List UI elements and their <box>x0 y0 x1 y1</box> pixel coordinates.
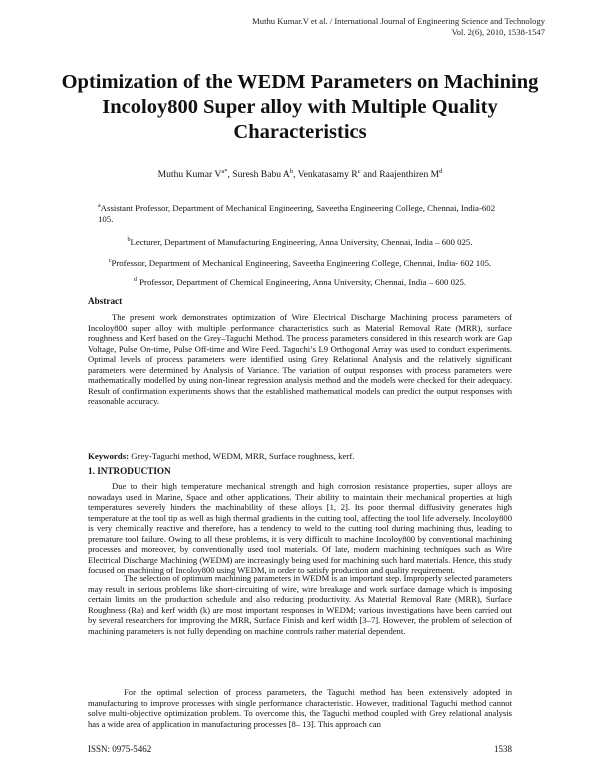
keywords-text: Grey-Taguchi method, WEDM, MRR, Surface roughness, kerf. <box>129 451 355 461</box>
author-4: and Raajenthiren M <box>360 169 440 181</box>
footer-page-number: 1538 <box>494 744 512 754</box>
author-1-mark: a* <box>221 168 228 175</box>
intro-paragraph-1: Due to their high temperature mechanical strength and high corrosion resistance properties, super alloys are nowadays used in Marine, Space and other applications. Their ability to maintain their mechanical properties at high temperatures severely hinders the machinability of these alloys [1, 2]. Its poor thermal diffusivity generates high temperature at the tool tip as well as high thermal gradients in the cutting tool, affecting the tool life adversely. Incoloy800 is very chemically reactive and therefore, has a tendency to weld to the cutting tool during machining thus, leading to premature tool failure. Owing to all these problems, it is very difficult to machine Incoloy800 by conventional machining processes and moreover, by conventionally used tool materials. Of late, modern machining techniques such as Wire Electrical Discharge Machining (WEDM) are increasingly being used for machining such hard materials. Hence, this study focused on machining of Incoloy800 using WEDM, in order to satisfy production and quality requirement. <box>88 481 512 575</box>
keywords-label: Keywords: <box>88 451 130 461</box>
affiliation-b-mark: b <box>127 237 131 243</box>
paper-title: Optimization of the WEDM Parameters on Machining Incoloy800 Super alloy with Multiple Quality Characteristics <box>61 71 539 143</box>
running-header-journal: Muthu Kumar.V et al. / International Journal of Engineering Science and Technology <box>252 16 545 26</box>
running-header-volume: Vol. 2(6), 2010, 1538-1547 <box>451 27 545 37</box>
keywords <box>88 451 355 461</box>
affiliation-c-text: Professor, Department of Mechanical Engineering, Saveetha Engineering College, Chennai, India- 602 105. <box>111 257 492 268</box>
affiliation-d <box>0 275 600 288</box>
affiliation-c <box>0 256 600 269</box>
author-list <box>60 168 540 180</box>
intro-paragraph-3: For the optimal selection of process parameters, the Taguchi method has been extensively adopted in manufacturing to improve processes with single performance characteristic. However, traditional Taguchi method cannot solve multi-objective optimization problem. To overcome this, the Taguchi method coupled with Grey relational analysis has a wide area of application in manufacturing processes [8– 13]. This approach can <box>88 687 512 729</box>
affiliation-d-mark: d <box>133 277 137 283</box>
author-3-mark: c <box>357 168 361 175</box>
abstract-text: The present work demonstrates optimization of Wire Electrical Discharge Machining process parameters of Incoloy800 super alloy with multiple performance characteristics such as Material Removal Rate (MRR), surface roughness and Kerf based on the Grey–Taguchi Method. The process parameters considered in this research work are Gap Voltage, Pulse On-time, Pulse Off-time and Wire Feed. Taguchi’s L9 Orthogonal Array was used to conduct experiments. Optimal levels of process parameters were identified using Grey Relational Analysis and the relatively significant parameters were determined by Analysis of Variance. The variation of output responses with process parameters were mathematically modelled by using non-linear regression analysis method and the models were checked for their adequacy. Result of confirmation experiments shows that the established mathematical models can predict the output responses with reasonable accuracy. <box>88 312 512 406</box>
author-3: , Venkatasamy R <box>293 169 358 181</box>
affiliation-a-text: Assistant Professor, Department of Mechanical Engineering, Saveetha Engineering College, Chennai, India-602 105. <box>98 202 496 224</box>
author-1: Muthu Kumar V <box>157 169 222 181</box>
running-header <box>252 16 545 38</box>
author-2-mark: b <box>289 168 294 175</box>
affiliation-a <box>98 201 506 225</box>
abstract-heading: Abstract <box>88 296 123 306</box>
intro-paragraph-2: The selection of optimum machining parameters in WEDM is an important step. Improperly selected parameters may result in serious problems like short-circuiting of wire, wire breakage and work surface damage which is imposing certain limits on the production schedule and also reducing productivity. As Material Removal Rate (MRR), Surface Roughness (Ra) and kerf width (k) are most important responses in WEDM; various investigations have been carried out by several researchers for improving the MRR, Surface Finish and kerf width [3–7]. However, the problem of selection of machining parameters is not fully depending on machine controls rather material dependent. <box>88 573 512 636</box>
affiliation-c-mark: c <box>108 258 112 264</box>
affiliation-d-text: Professor, Department of Chemical Engineering, Anna University, Chennai, India – 600 025. <box>136 276 467 287</box>
affiliation-b-text: Lecturer, Department of Manufacturing Engineering, Anna University, Chennai, India – 600 025. <box>130 236 473 247</box>
author-4-mark: d <box>439 168 443 175</box>
footer-issn: ISSN: 0975-5462 <box>88 744 152 754</box>
affiliation-b <box>0 235 600 248</box>
section-heading-introduction: 1. INTRODUCTION <box>88 466 171 476</box>
affiliation-a-mark: a <box>98 203 101 209</box>
author-2: , Suresh Babu A <box>227 169 290 181</box>
